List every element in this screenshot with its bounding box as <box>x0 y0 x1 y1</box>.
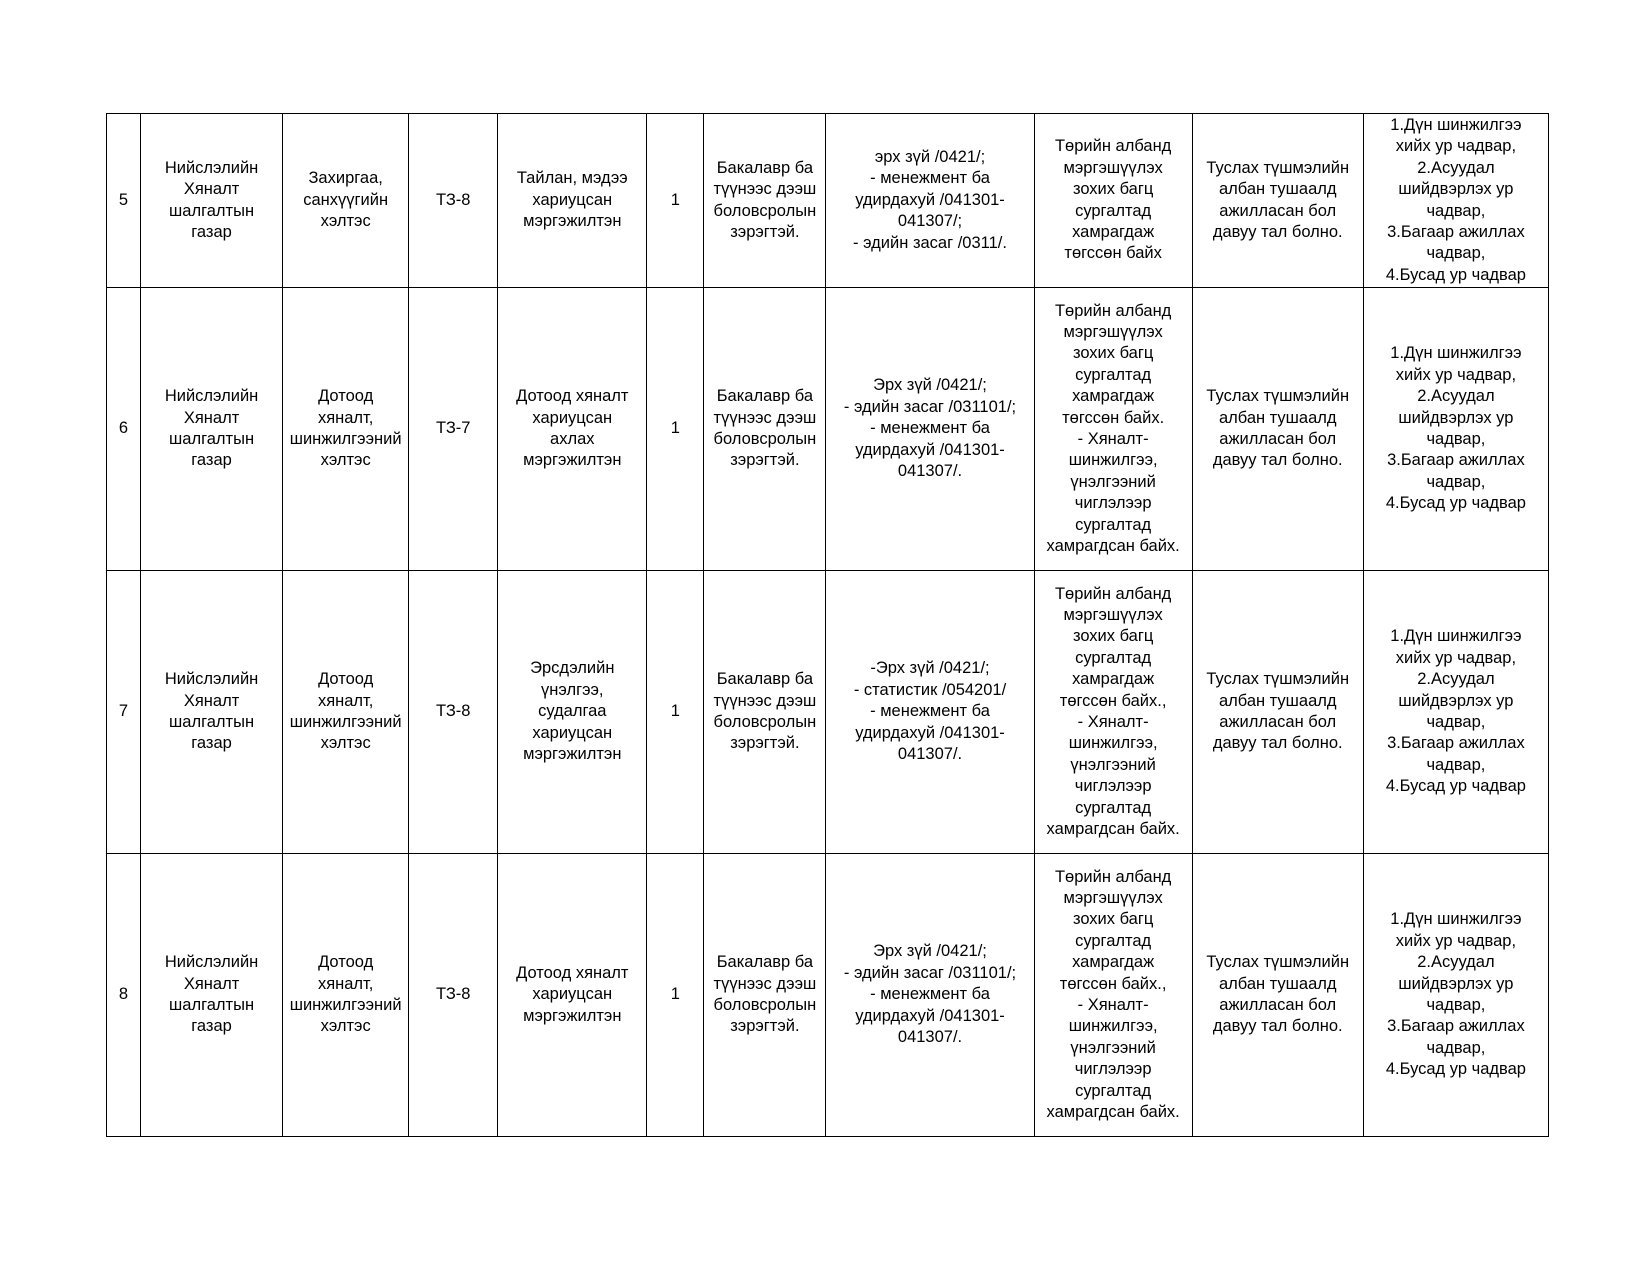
row-number: 8 <box>107 854 141 1137</box>
cell-line: 2.Асуудал <box>1417 670 1495 689</box>
profession-cell <box>826 571 1034 854</box>
cell-line: хамрагдаж <box>1072 222 1155 241</box>
grade-cell: ТЗ-7 <box>409 288 498 571</box>
position-cell <box>498 571 647 854</box>
cell-line: 041307/. <box>897 745 963 764</box>
cell-line: 2.Асуудал <box>1417 953 1495 972</box>
row-number: 5 <box>107 114 141 288</box>
row-number: 7 <box>107 571 141 854</box>
cell-line: 4.Бусад ур чадвар <box>1385 1060 1526 1079</box>
cell-line: Төрийн албанд <box>1054 867 1172 886</box>
cell-line: зэрэгтэй. <box>730 222 800 241</box>
cell-line: албан тушаалд <box>1218 691 1337 710</box>
cell-line: ахлах <box>550 430 595 448</box>
cell-line: чадвар, <box>1426 430 1486 448</box>
cell-line: зохих багц <box>1072 910 1154 929</box>
cell-line: сургалтад <box>1075 648 1152 667</box>
cell-line: хамрагдаж <box>1072 670 1155 689</box>
cell-line: газар <box>191 1017 232 1036</box>
education-cell <box>704 571 826 854</box>
cell-line: Бакалавр ба <box>716 953 814 972</box>
cell-line: - менежмент ба <box>870 419 990 438</box>
cell-line: шинжилгээний <box>289 713 402 731</box>
cell-line: Нийслэлийн <box>164 953 259 972</box>
cell-line: сургалтад <box>1075 798 1152 817</box>
cell-line: зэрэгтэй. <box>730 451 800 470</box>
cell-line: - менежмент ба <box>870 985 990 1004</box>
cell-line: 3.Багаар ажиллах <box>1387 734 1525 753</box>
cell-line: шинжилгээний <box>289 996 402 1014</box>
cell-line: төгссөн байх., <box>1059 974 1167 993</box>
cell-line: шийдвэрлэх ур <box>1398 408 1514 427</box>
table-row <box>107 114 1549 288</box>
cell-line: хамрагдсан байх. <box>1046 537 1180 556</box>
cell-line: - эдийн засаг /0311/. <box>853 233 1007 252</box>
cell-line: чадвар, <box>1426 1038 1486 1057</box>
cell-line: албан тушаалд <box>1218 974 1337 993</box>
cell-line: 041307/; <box>897 212 963 231</box>
cell-line: шинжилгээ, <box>1068 1017 1158 1036</box>
cell-line: Хяналт <box>183 691 240 710</box>
cell-line: боловсролын <box>713 430 817 448</box>
cell-line: шийдвэрлэх ур <box>1398 974 1514 993</box>
cell-line: хэлтэс <box>320 1017 371 1036</box>
cell-line: хариуцсан <box>532 723 613 742</box>
cell-line: газар <box>191 451 232 470</box>
cell-line: хийх ур чадвар, <box>1395 931 1517 950</box>
skills-cell <box>1363 114 1548 288</box>
cell-line: хамрагдсан байх. <box>1046 1103 1180 1122</box>
cell-line: Захиргаа, <box>308 169 383 188</box>
cell-line: - эдийн засаг /031101/; <box>843 397 1017 416</box>
cell-line: сургалтад <box>1075 1081 1152 1100</box>
cell-line: Туслах түшмэлийн <box>1206 953 1350 972</box>
cell-line: чиглэлээр <box>1074 777 1152 796</box>
cell-line: Хяналт <box>183 408 240 427</box>
cell-line: Дотоод <box>318 670 374 689</box>
cell-line: зэрэгтэй. <box>730 1017 800 1036</box>
cell-line: Дотоод хяналт <box>516 387 629 406</box>
cell-line: 3.Багаар ажиллах <box>1387 451 1525 470</box>
cell-line: зохих багц <box>1072 344 1154 363</box>
cell-line: мэргэшүүлэх <box>1063 158 1163 177</box>
position-cell <box>498 854 647 1137</box>
cell-line: албан тушаалд <box>1218 180 1337 199</box>
cell-line: мэргэжилтэн <box>523 1006 622 1025</box>
cell-line: Эрсдэлийн <box>530 659 615 678</box>
experience-cell <box>1192 288 1363 571</box>
cell-line: хариуцсан <box>532 408 613 427</box>
cell-line: түүнээс дээш <box>713 691 817 710</box>
cell-line: сургалтад <box>1075 201 1152 220</box>
cell-line: давуу тал болно. <box>1212 734 1343 753</box>
count-cell: 1 <box>647 288 704 571</box>
cell-line: төгссөн байх. <box>1062 408 1165 427</box>
experience-cell <box>1192 854 1363 1137</box>
cell-line: газар <box>191 222 232 241</box>
cell-line: 041307/. <box>897 1028 963 1047</box>
department-cell <box>283 114 409 288</box>
cell-line: мэргэжилтэн <box>523 212 622 231</box>
cell-line: мэргэшүүлэх <box>1063 322 1163 341</box>
cell-line: 1.Дүн шинжилгээ <box>1390 115 1522 134</box>
cell-line: Нийслэлийн <box>164 158 259 177</box>
cell-line: хяналт, <box>317 974 374 993</box>
skills-cell <box>1363 571 1548 854</box>
profession-cell <box>826 854 1034 1137</box>
cell-line: давуу тал болно. <box>1212 451 1343 470</box>
cell-line: давуу тал болно. <box>1212 222 1343 241</box>
cell-line: хамрагдаж <box>1072 953 1155 972</box>
cell-line: Хяналт <box>183 974 240 993</box>
positions-table <box>106 113 1549 1137</box>
cell-line: Дотоод <box>318 953 374 972</box>
cell-line: төгссөн байх., <box>1059 691 1167 710</box>
cell-line: 4.Бусад ур чадвар <box>1385 494 1526 513</box>
count-cell: 1 <box>647 854 704 1137</box>
cell-line: Эрх зүй /0421/; <box>873 376 987 395</box>
cell-line: шалгалтын <box>169 996 255 1014</box>
cell-line: үнэлгээ, <box>541 680 604 699</box>
cell-line: сургалтад <box>1075 515 1152 534</box>
cell-line: санхүүгийн <box>303 190 389 209</box>
table-row <box>107 854 1549 1137</box>
cell-line: түүнээс дээш <box>713 408 817 427</box>
cell-line: чадвар, <box>1426 713 1486 731</box>
cell-line: шийдвэрлэх ур <box>1398 691 1514 710</box>
cell-line: Дотоод <box>318 387 374 406</box>
cell-line: - Хяналт- <box>1077 713 1149 731</box>
cell-line: хяналт, <box>317 408 374 427</box>
training-cell <box>1034 288 1192 571</box>
cell-line: ажилласан бол <box>1219 201 1337 220</box>
cell-line: ажилласан бол <box>1219 430 1337 448</box>
department-cell <box>283 571 409 854</box>
cell-line: 2.Асуудал <box>1417 158 1495 177</box>
cell-line: хамрагдаж <box>1072 387 1155 406</box>
cell-line: шинжилгээ, <box>1068 734 1158 753</box>
education-cell <box>704 114 826 288</box>
cell-line: Бакалавр ба <box>716 158 814 177</box>
cell-line: ажилласан бол <box>1219 996 1337 1014</box>
cell-line: чиглэлээр <box>1074 494 1152 513</box>
count-cell: 1 <box>647 571 704 854</box>
cell-line: Дотоод хяналт <box>516 963 629 982</box>
profession-cell <box>826 288 1034 571</box>
cell-line: Бакалавр ба <box>716 387 814 406</box>
cell-line: зохих багц <box>1072 627 1154 646</box>
cell-line: Туслах түшмэлийн <box>1206 670 1350 689</box>
position-cell <box>498 288 647 571</box>
cell-line: үнэлгээний <box>1070 472 1156 491</box>
cell-line: - менежмент ба <box>870 702 990 721</box>
cell-line: мэргэшүүлэх <box>1063 605 1163 624</box>
cell-line: шалгалтын <box>169 201 255 220</box>
cell-line: - менежмент ба <box>870 169 990 188</box>
cell-line: сургалтад <box>1075 931 1152 950</box>
cell-line: Тайлан, мэдээ <box>516 169 628 188</box>
cell-line: чадвар, <box>1426 472 1486 491</box>
organization-cell <box>141 288 283 571</box>
grade-cell: ТЗ-8 <box>409 854 498 1137</box>
experience-cell <box>1192 114 1363 288</box>
cell-line: давуу тал болно. <box>1212 1017 1343 1036</box>
profession-cell <box>826 114 1034 288</box>
cell-line: газар <box>191 734 232 753</box>
training-cell <box>1034 854 1192 1137</box>
cell-line: - Хяналт- <box>1077 430 1149 448</box>
cell-line: зэрэгтэй. <box>730 734 800 753</box>
cell-line: боловсролын <box>713 996 817 1014</box>
cell-line: боловсролын <box>713 201 817 220</box>
cell-line: Туслах түшмэлийн <box>1206 158 1350 177</box>
cell-line: Хяналт <box>183 180 240 199</box>
cell-line: Нийслэлийн <box>164 387 259 406</box>
cell-line: хийх ур чадвар, <box>1395 648 1517 667</box>
cell-line: 041307/. <box>897 462 963 481</box>
cell-line: үнэлгээний <box>1070 755 1156 774</box>
organization-cell <box>141 571 283 854</box>
grade-cell: ТЗ-8 <box>409 571 498 854</box>
count-cell: 1 <box>647 114 704 288</box>
cell-line: Нийслэлийн <box>164 670 259 689</box>
cell-line: шинжилгээ, <box>1068 451 1158 470</box>
department-cell <box>283 854 409 1137</box>
cell-line: удирдахуй /041301- <box>855 440 1005 459</box>
cell-line: 4.Бусад ур чадвар <box>1385 777 1526 796</box>
row-number: 6 <box>107 288 141 571</box>
cell-line: хамрагдсан байх. <box>1046 820 1180 839</box>
cell-line: түүнээс дээш <box>713 180 817 199</box>
skills-cell <box>1363 288 1548 571</box>
cell-line: Бакалавр ба <box>716 670 814 689</box>
cell-line: шинжилгээний <box>289 430 402 448</box>
cell-line: -Эрх зүй /0421/; <box>870 659 990 678</box>
cell-line: судалгаа <box>538 702 607 721</box>
cell-line: 1.Дүн шинжилгээ <box>1390 910 1522 929</box>
cell-line: Төрийн албанд <box>1054 301 1172 320</box>
cell-line: 1.Дүн шинжилгээ <box>1390 344 1522 363</box>
cell-line: хариуцсан <box>532 985 613 1004</box>
cell-line: Төрийн албанд <box>1054 584 1172 603</box>
cell-line: хийх ур чадвар, <box>1395 137 1517 156</box>
cell-line: чиглэлээр <box>1074 1060 1152 1079</box>
skills-cell <box>1363 854 1548 1137</box>
education-cell <box>704 854 826 1137</box>
cell-line: мэргэжилтэн <box>523 745 622 764</box>
cell-line: чадвар, <box>1426 244 1486 263</box>
cell-line: ажилласан бол <box>1219 713 1337 731</box>
organization-cell <box>141 854 283 1137</box>
cell-line: шийдвэрлэх ур <box>1398 180 1514 199</box>
cell-line: төгссөн байх <box>1064 244 1162 263</box>
cell-line: шалгалтын <box>169 713 255 731</box>
training-cell <box>1034 571 1192 854</box>
cell-line: Төрийн албанд <box>1054 137 1172 156</box>
training-cell <box>1034 114 1192 288</box>
cell-line: зохих багц <box>1072 180 1154 199</box>
organization-cell <box>141 114 283 288</box>
cell-line: удирдахуй /041301- <box>855 1006 1005 1025</box>
cell-line: - статистик /054201/ <box>853 680 1007 699</box>
education-cell <box>704 288 826 571</box>
cell-line: чадвар, <box>1426 201 1486 220</box>
table-row <box>107 571 1549 854</box>
cell-line: албан тушаалд <box>1218 408 1337 427</box>
cell-line: эрх зүй /0421/; <box>874 147 986 166</box>
cell-line: үнэлгээний <box>1070 1038 1156 1057</box>
cell-line: хийх ур чадвар, <box>1395 365 1517 384</box>
cell-line: шалгалтын <box>169 430 255 448</box>
cell-line: чадвар, <box>1426 996 1486 1014</box>
cell-line: хяналт, <box>317 691 374 710</box>
cell-line: - Хяналт- <box>1077 996 1149 1014</box>
cell-line: удирдахуй /041301- <box>855 190 1005 209</box>
cell-line: 4.Бусад ур чадвар <box>1385 265 1526 284</box>
cell-line: 3.Багаар ажиллах <box>1387 1017 1525 1036</box>
grade-cell: ТЗ-8 <box>409 114 498 288</box>
cell-line: чадвар, <box>1426 755 1486 774</box>
cell-line: хэлтэс <box>320 451 371 470</box>
cell-line: хэлтэс <box>320 212 371 231</box>
experience-cell <box>1192 571 1363 854</box>
table-row <box>107 288 1549 571</box>
cell-line: 1.Дүн шинжилгээ <box>1390 627 1522 646</box>
cell-line: мэргэжилтэн <box>523 451 622 470</box>
cell-line: түүнээс дээш <box>713 974 817 993</box>
cell-line: хариуцсан <box>532 190 613 209</box>
cell-line: 3.Багаар ажиллах <box>1387 222 1525 241</box>
cell-line: сургалтад <box>1075 365 1152 384</box>
cell-line: Туслах түшмэлийн <box>1206 387 1350 406</box>
cell-line: хэлтэс <box>320 734 371 753</box>
position-cell <box>498 114 647 288</box>
cell-line: боловсролын <box>713 713 817 731</box>
cell-line: - эдийн засаг /031101/; <box>843 963 1017 982</box>
cell-line: удирдахуй /041301- <box>855 723 1005 742</box>
cell-line: мэргэшүүлэх <box>1063 888 1163 907</box>
cell-line: 2.Асуудал <box>1417 387 1495 406</box>
cell-line: Эрх зүй /0421/; <box>873 942 987 961</box>
department-cell <box>283 288 409 571</box>
